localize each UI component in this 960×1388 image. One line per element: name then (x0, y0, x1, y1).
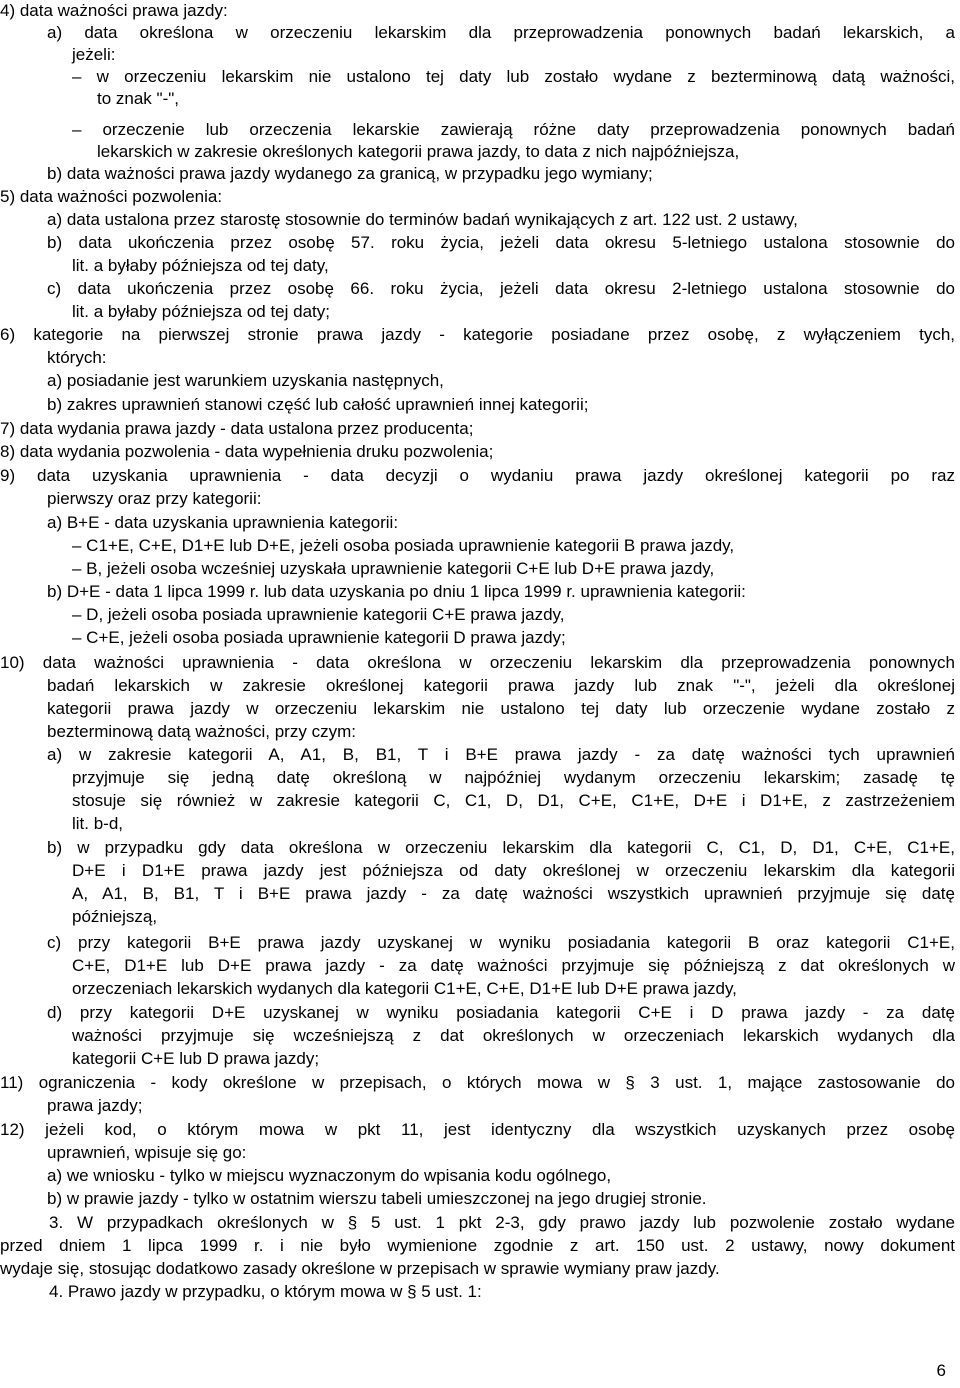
text-line: 5) data ważności pozwolenia: (0, 187, 223, 206)
text-line: bezterminową datą ważności, przy czym: (47, 722, 356, 741)
text-line: – w orzeczeniu lekarskim nie ustalono tej daty lub zostało wydane z bezterminową datą ważności, (72, 67, 955, 86)
page-number: 6 (936, 1361, 946, 1380)
text-line: lit. b-d, (72, 814, 124, 833)
text-line: 7) data wydania prawa jazdy - data ustalona przez producenta; (0, 419, 474, 438)
text-line: a) data określona w orzeczeniu lekarskim dla przeprowadzenia ponownych badań lekarskich, a (47, 23, 955, 42)
text-line: późniejszą, (72, 907, 158, 926)
text-line: uprawnień, wpisuje się go: (47, 1143, 247, 1162)
text-line: pierwszy oraz przy kategorii: (47, 489, 262, 508)
text-line: których: (47, 348, 107, 367)
text-line: kategorii C+E lub D prawa jazdy; (72, 1049, 320, 1068)
text-line: C+E, D1+E lub D+E prawa jazdy - za datę ważności przyjmuje się późniejszą z dat określonych w (72, 956, 955, 975)
text-line: a) posiadanie jest warunkiem uzyskania następnych, (47, 371, 444, 390)
text-line: ważności przyjmuje się wcześniejszą z dat określonych w orzeczeniach lekarskich wydanych dla (72, 1026, 955, 1045)
text-line: przed dniem 1 lipca 1999 r. i nie było wymienione zgodnie z art. 150 ust. 2 ustawy, nowy dokument (0, 1236, 955, 1255)
text-line: b) w przypadku gdy data określona w orzeczeniu lekarskim dla kategorii C, C1, D, D1, C+E, C1+E, (47, 838, 955, 857)
text-line: c) data ukończenia przez osobę 66. roku życia, jeżeli data okresu 2-letniego ustalona stosownie do (47, 279, 955, 298)
text-line: 12) jeżeli kod, o którym mowa w pkt 11, jest identyczny dla wszystkich uzyskanych przez osobę (0, 1120, 955, 1139)
text-line: jeżeli: (72, 45, 116, 64)
text-line: 8) data wydania pozwolenia - data wypełnienia druku pozwolenia; (0, 442, 494, 461)
text-line: A, A1, B, B1, T i B+E prawa jazdy - za datę ważności wszystkich uprawnień przyjmuje się datę (72, 884, 955, 903)
text-line: – C+E, jeżeli osoba posiada uprawnienie kategorii D prawa jazdy; (72, 628, 566, 647)
text-line: 4) data ważności prawa jazdy: (0, 1, 228, 20)
text-line: 11) ograniczenia - kody określone w przepisach, o których mowa w § 3 ust. 1, mające zastosowanie do (0, 1073, 955, 1092)
text-line: kategorii prawa jazdy w orzeczeniu lekarskim nie ustalono tej daty lub orzeczenie wydane zostało z (47, 699, 955, 718)
text-line: d) przy kategorii D+E uzyskanej w wyniku posiadania kategorii C+E i D prawa jazdy - za datę (47, 1003, 955, 1022)
text-line: b) D+E - data 1 lipca 1999 r. lub data uzyskania po dniu 1 lipca 1999 r. uprawnienia kategorii: (47, 582, 746, 601)
text-line: prawa jazdy; (47, 1096, 143, 1115)
text-line: lekarskich w zakresie określonych kategorii prawa jazdy, to data z nich najpóźniejsza, (97, 142, 740, 161)
text-line: c) przy kategorii B+E prawa jazdy uzyskanej w wyniku posiadania kategorii B oraz kategorii C1+E, (47, 933, 955, 952)
text-line: a) data ustalona przez starostę stosownie do terminów badań wynikających z art. 122 ust. 2 ustawy, (47, 210, 798, 229)
text-line: badań lekarskich w zakresie określonej kategorii prawa jazdy lub znak "-", jeżeli dla określonej (47, 676, 955, 695)
text-line: lit. a byłaby późniejsza od tej daty, (72, 256, 329, 275)
text-line: wydaje się, stosując dodatkowo zasady określone w przepisach w sprawie wymiany praw jazdy. (0, 1259, 720, 1278)
text-line: b) data ważności prawa jazdy wydanego za granicą, w przypadku jego wymiany; (47, 164, 653, 183)
text-line: b) data ukończenia przez osobę 57. roku życia, jeżeli data okresu 5-letniego ustalona stosownie do (47, 233, 955, 252)
text-line: a) we wniosku - tylko w miejscu wyznaczonym do wpisania kodu ogólnego, (47, 1166, 612, 1185)
text-line: 10) data ważności uprawnienia - data określona w orzeczeniu lekarskim dla przeprowadzenia ponownych (0, 653, 955, 672)
text-line: – C1+E, C+E, D1+E lub D+E, jeżeli osoba posiada uprawnienie kategorii B prawa jazdy, (72, 536, 735, 555)
text-line: orzeczeniach lekarskich wydanych dla kategorii C1+E, C+E, D1+E lub D+E prawa jazdy, (72, 979, 737, 998)
text-line: – orzeczenie lub orzeczenia lekarskie zawierają różne daty przeprowadzenia ponownych badań (72, 120, 955, 139)
text-line: to znak "-", (97, 89, 179, 108)
text-line: – D, jeżeli osoba posiada uprawnienie kategorii C+E prawa jazdy, (72, 605, 565, 624)
text-line: a) w zakresie kategorii A, A1, B, B1, T i B+E prawa jazdy - za datę ważności tych uprawnień (47, 745, 955, 764)
text-line: lit. a byłaby późniejsza od tej daty; (72, 302, 330, 321)
text-line: b) w prawie jazdy - tylko w ostatnim wierszu tabeli umieszczonej na jego drugiej stronie. (47, 1189, 707, 1208)
text-line: 6) kategorie na pierwszej stronie prawa jazdy - kategorie posiadane przez osobę, z wyłączeniem tych, (0, 325, 955, 344)
text-line: stosuje się również w zakresie kategorii C, C1, D, D1, C+E, C1+E, D+E i D1+E, z zastrzeżeniem (72, 791, 955, 810)
text-line: b) zakres uprawnień stanowi część lub całość uprawnień innej kategorii; (47, 395, 589, 414)
text-line: – B, jeżeli osoba wcześniej uzyskała uprawnienie kategorii C+E lub D+E prawa jazdy, (72, 559, 715, 578)
text-line: 9) data uzyskania uprawnienia - data decyzji o wydaniu prawa jazdy określonej kategorii po raz (0, 466, 955, 485)
text-line: 3. W przypadkach określonych w § 5 ust. 1 pkt 2-3, gdy prawo jazdy lub pozwolenie zostało wydane (49, 1213, 955, 1232)
text-line: a) B+E - data uzyskania uprawnienia kategorii: (47, 513, 399, 532)
text-line: D+E i D1+E prawa jazdy jest późniejsza od daty określonej w orzeczeniu lekarskim dla kategorii (72, 861, 955, 880)
text-line: przyjmuje się jedną datę określoną w najpóźniej wydanym orzeczeniu lekarskim; zasadę tę (72, 768, 955, 787)
text-line: 4. Prawo jazdy w przypadku, o którym mowa w § 5 ust. 1: (49, 1282, 482, 1301)
